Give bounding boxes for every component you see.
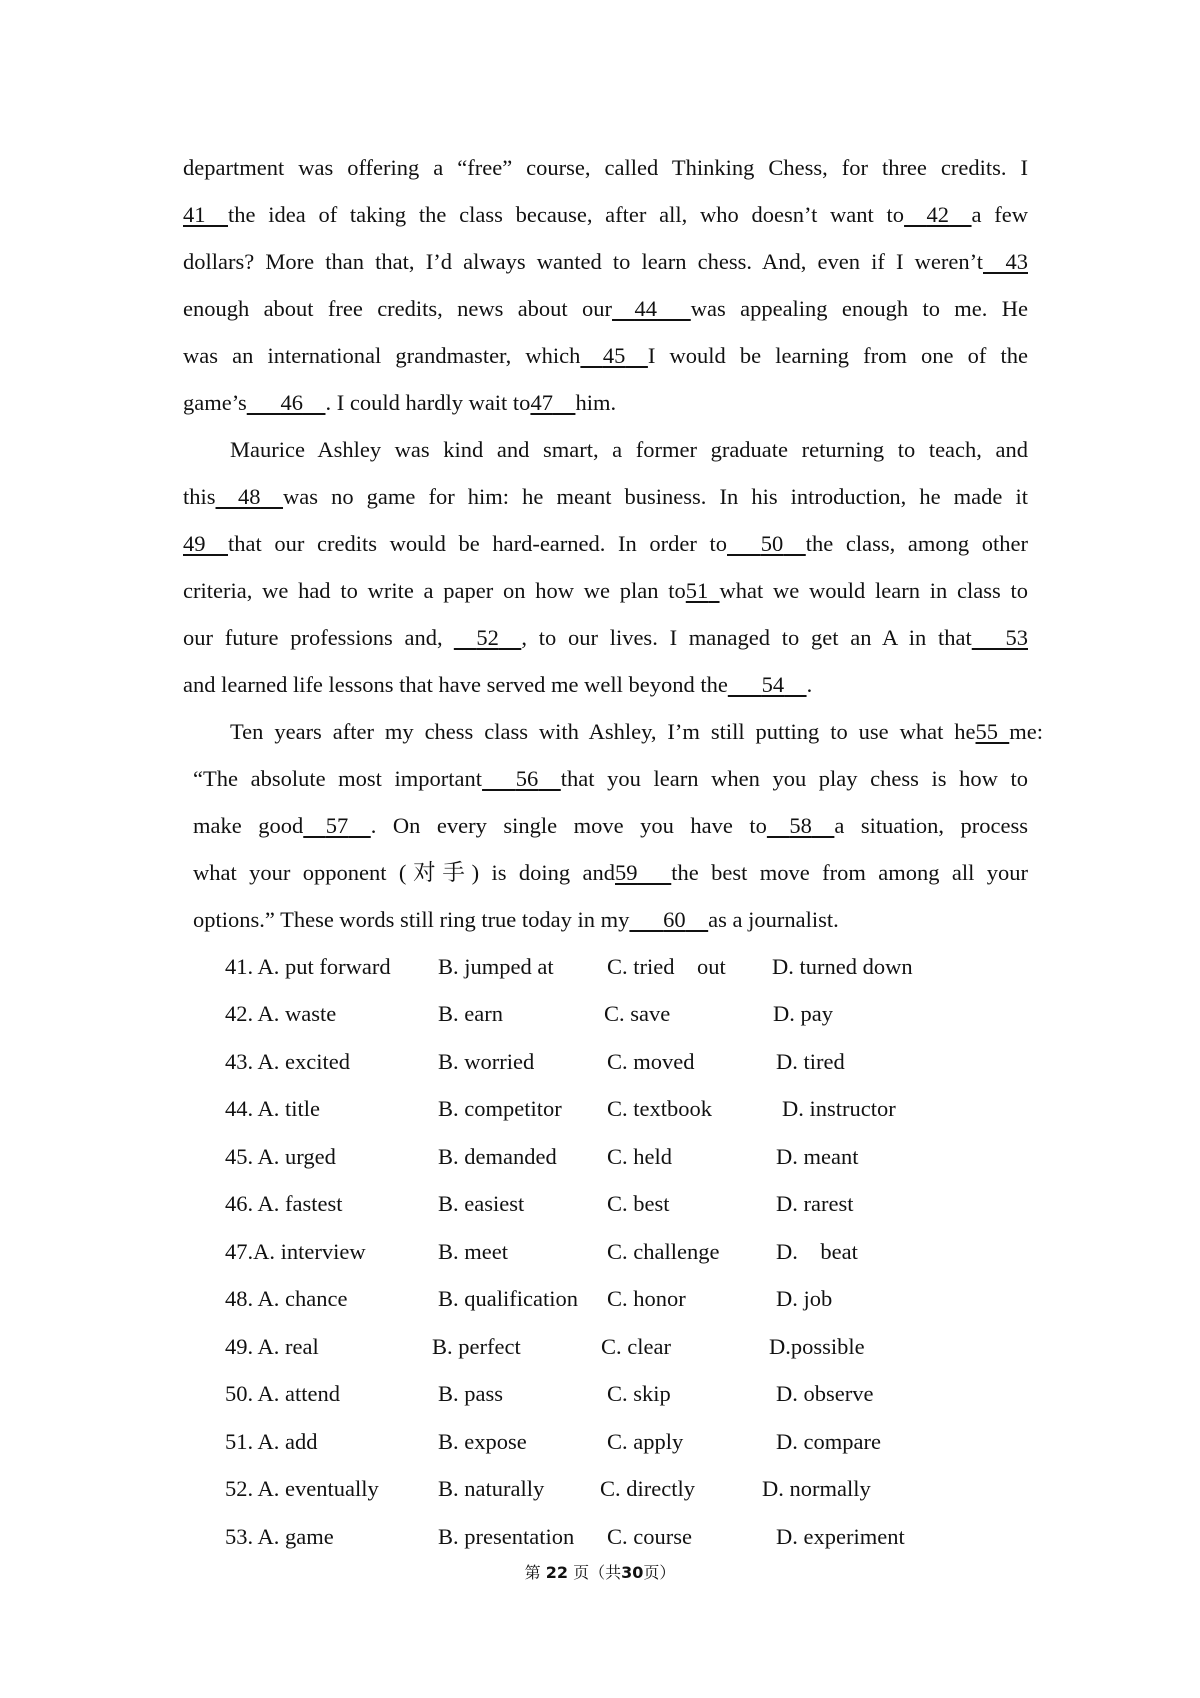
blank-pad: [303, 390, 326, 415]
option-b: B. qualification: [438, 1286, 578, 1311]
passage-line: [193, 858, 1028, 888]
option-a: 47.A. interview: [225, 1239, 366, 1264]
option-c: C. moved: [607, 1049, 695, 1074]
blank-pad: [206, 531, 229, 556]
blank-54: 54: [761, 672, 785, 697]
option-d: D. normally: [762, 1476, 871, 1501]
blank-pad: [538, 766, 561, 791]
blank-pad: [784, 672, 807, 697]
option-c: C. save: [604, 1001, 671, 1026]
blank-pad: [783, 531, 806, 556]
option-d: D. tired: [776, 1049, 845, 1074]
blank-55: 55: [975, 719, 998, 744]
page-number: 22: [545, 1563, 568, 1582]
blank-pad: [553, 390, 576, 415]
blank-pad: [303, 813, 326, 838]
option-b: B. expose: [438, 1429, 527, 1454]
blank-48: 48: [238, 484, 261, 509]
blank-pad: [904, 202, 927, 227]
option-c: C. skip: [607, 1381, 671, 1406]
total-pages: 30: [621, 1563, 644, 1582]
text-run: the best move from among all your: [671, 860, 1028, 885]
text-run: the idea of taking the class because, after all, who doesn’t want to: [228, 202, 905, 227]
option-a: 42. A. waste: [225, 1001, 337, 1026]
text-run: , to our lives. I managed to get an A in that: [521, 625, 972, 650]
passage-line: [193, 905, 1028, 935]
blank-pad: [727, 531, 761, 556]
passage-line: [183, 482, 1028, 512]
option-d: D.possible: [769, 1334, 865, 1359]
option-a: 45. A. urged: [225, 1144, 336, 1169]
text-run: make good: [193, 813, 304, 838]
blank-pad: [657, 296, 691, 321]
option-b: B. presentation: [438, 1524, 575, 1549]
blank-50: 50: [760, 531, 784, 556]
option-c: C. held: [607, 1144, 672, 1169]
blank-59: 59: [615, 860, 638, 885]
passage-line: [183, 294, 1028, 324]
option-c: C. textbook: [607, 1096, 712, 1121]
option-d: D. rarest: [776, 1191, 854, 1216]
option-d: D. observe: [776, 1381, 874, 1406]
text-run: department was offering a “free” course, called Thinking Chess, for three credits. I: [183, 155, 1028, 180]
passage-line: [183, 576, 1028, 606]
blank-60: 60: [663, 907, 686, 932]
passage-line: [183, 529, 1028, 559]
blank-pad: [612, 296, 635, 321]
option-d: D. pay: [773, 1001, 833, 1026]
blank-pad: [972, 625, 1006, 650]
blank-51: 51: [685, 578, 709, 603]
passage-line: [230, 717, 1043, 747]
option-a: 41. A. put forward: [225, 954, 391, 979]
option-b: B. easiest: [438, 1191, 525, 1216]
text-run: .: [806, 672, 813, 697]
option-a: 48. A. chance: [225, 1286, 348, 1311]
passage-line: [183, 200, 1028, 230]
option-c: C. course: [607, 1524, 692, 1549]
blank-pad: [767, 813, 790, 838]
option-c: C. clear: [601, 1334, 671, 1359]
passage-line: [183, 388, 1028, 418]
text-run: a few: [971, 202, 1029, 227]
blank-pad: [261, 484, 284, 509]
passage-line: [183, 623, 1028, 653]
blank-pad: [638, 860, 672, 885]
blank-pad: [949, 202, 972, 227]
text-run: enough about free credits, news about our: [183, 296, 613, 321]
option-c: C. apply: [607, 1429, 684, 1454]
text-run: a situation, process: [834, 813, 1029, 838]
blank-46: 46: [280, 390, 303, 415]
passage-line: [230, 435, 1028, 465]
blank-pad: [983, 249, 1006, 274]
text-run: the class, among other: [805, 531, 1028, 556]
blank-53: 53: [1005, 625, 1028, 650]
option-a: 51. A. add: [225, 1429, 318, 1454]
option-a: 50. A. attend: [225, 1381, 340, 1406]
option-d: D. instructor: [782, 1096, 896, 1121]
option-b: B. earn: [438, 1001, 503, 1026]
text-run: him.: [575, 390, 617, 415]
option-d: D. meant: [776, 1144, 859, 1169]
option-b: B. meet: [438, 1239, 508, 1264]
text-run: our future professions and,: [183, 625, 443, 650]
footer-prefix: 第: [524, 1563, 541, 1582]
text-run: that you learn when you play chess is how to: [560, 766, 1028, 791]
passage-line: [183, 341, 1028, 371]
option-d: D. turned down: [772, 954, 913, 979]
blank-pad: [812, 813, 835, 838]
text-run: what we would learn in class to: [719, 578, 1028, 603]
text-run: game’s: [183, 390, 247, 415]
option-a: 53. A. game: [225, 1524, 334, 1549]
blank-pad: [247, 390, 281, 415]
blank-49: 49: [183, 531, 206, 556]
gap: [443, 625, 454, 650]
passage-line: [193, 811, 1028, 841]
option-c: C. best: [607, 1191, 670, 1216]
option-b: B. competitor: [438, 1096, 562, 1121]
text-run: me:: [1009, 719, 1043, 744]
page-footer: [0, 1560, 1200, 1583]
footer-mid: 页（共: [573, 1563, 622, 1582]
text-run: was appealing enough to me. He: [690, 296, 1028, 321]
option-a: 52. A. eventually: [225, 1476, 379, 1501]
blank-pad: [580, 343, 603, 368]
option-d: D. compare: [776, 1429, 881, 1454]
option-c: C. honor: [607, 1286, 686, 1311]
text-run: options.” These words still ring true today in my: [193, 907, 630, 932]
option-b: B. pass: [438, 1381, 504, 1406]
blank-pad: [625, 343, 648, 368]
option-b: B. demanded: [438, 1144, 557, 1169]
blank-47: 47: [530, 390, 553, 415]
blank-pad: [216, 484, 239, 509]
option-c: C. tried out: [607, 954, 726, 979]
text-run: what your opponent (对手) is doing and: [193, 860, 616, 885]
text-run: that our credits would be hard-earned. In order to: [228, 531, 728, 556]
blank-42: 42: [926, 202, 950, 227]
blank-57: 57: [325, 813, 349, 838]
blank-44: 44: [634, 296, 658, 321]
blank-45: 45: [602, 343, 626, 368]
blank-pad: [454, 625, 477, 650]
text-run: as a journalist.: [708, 907, 839, 932]
blank-pad: [629, 907, 663, 932]
blank-pad: [482, 766, 516, 791]
text-run: dollars? More than that, I’d always wanted to learn chess. And, even if I weren’t: [183, 249, 983, 274]
text-run: . I could hardly wait to: [325, 390, 531, 415]
passage-line: [183, 670, 1028, 700]
blank-pad: [348, 813, 371, 838]
blank-pad: [728, 672, 762, 697]
blank-pad: [998, 719, 1009, 744]
blank-pad: [708, 578, 719, 603]
text-run: this: [183, 484, 216, 509]
option-b: B. perfect: [432, 1334, 521, 1359]
text-run: I would be learning from one of the: [647, 343, 1028, 368]
blank-pad: [686, 907, 709, 932]
option-a: 49. A. real: [225, 1334, 319, 1359]
text-run: . On every single move you have to: [370, 813, 767, 838]
option-c: C. challenge: [607, 1239, 720, 1264]
text-run: criteria, we had to write a paper on how we plan to: [183, 578, 686, 603]
option-b: B. jumped at: [438, 954, 554, 979]
passage-line: [183, 247, 1028, 277]
passage-line: [193, 764, 1028, 794]
option-b: B. worried: [438, 1049, 535, 1074]
option-a: 44. A. title: [225, 1096, 320, 1121]
blank-43: 43: [1005, 249, 1028, 274]
text-run: was an international grandmaster, which: [183, 343, 581, 368]
option-b: B. naturally: [438, 1476, 545, 1501]
option-c: C. directly: [600, 1476, 695, 1501]
blank-58: 58: [789, 813, 812, 838]
blank-52: 52: [476, 625, 499, 650]
text-run: “The absolute most important: [193, 766, 483, 791]
option-d: D. experiment: [776, 1524, 905, 1549]
blank-41: 41: [183, 202, 206, 227]
blank-56: 56: [515, 766, 539, 791]
passage-line: [183, 153, 1028, 183]
text-run: and learned life lessons that have served me well beyond the: [183, 672, 728, 697]
blank-pad: [499, 625, 522, 650]
text-run: was no game for him: he meant business. In his introduction, he made it: [283, 484, 1028, 509]
blank-pad: [206, 202, 229, 227]
option-d: D. job: [776, 1286, 833, 1311]
text-run: Ten years after my chess class with Ashley, I’m still putting to use what he: [230, 719, 976, 744]
option-a: 43. A. excited: [225, 1049, 350, 1074]
footer-suffix: 页）: [643, 1563, 676, 1582]
option-d: D. beat: [776, 1239, 858, 1264]
text-run: Maurice Ashley was kind and smart, a former graduate returning to teach, and: [230, 437, 1028, 462]
option-a: 46. A. fastest: [225, 1191, 343, 1216]
